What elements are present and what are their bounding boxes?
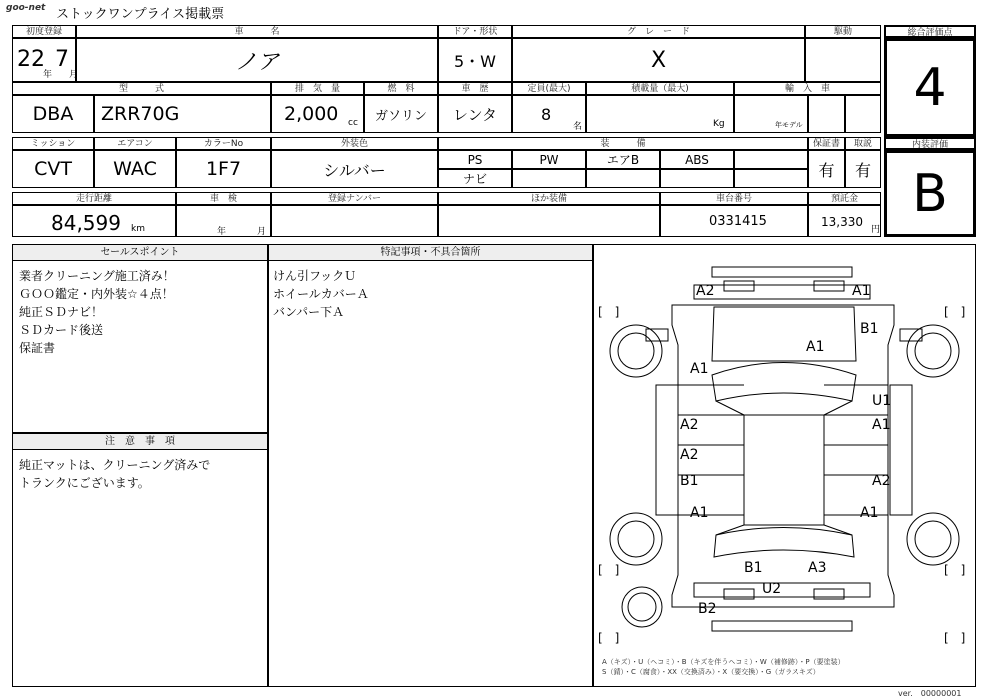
defect-line: バンパー下Ａ (273, 305, 345, 319)
capacity-value (512, 95, 586, 133)
capacity-unit: 名 (573, 122, 583, 132)
overall-score-label: 総合評価点 (884, 25, 976, 38)
note-line: 純正マットは、クリーニング済みで (19, 458, 211, 472)
bracket-front-right: [ ] (944, 305, 966, 319)
model-value: ZRR70G (94, 95, 271, 133)
fog-right (814, 281, 844, 291)
equipment-airbag: エアB (586, 150, 660, 169)
fuel-value: ガソリン (364, 95, 438, 133)
fog-left (724, 281, 754, 291)
grade-value: X (512, 38, 805, 82)
first-reg-year-unit: 年 (43, 70, 53, 80)
code-rear-left: B1 (744, 560, 763, 576)
displacement-number: 2,000 (284, 103, 339, 125)
drive-value (805, 38, 881, 82)
plate-label: 登録ナンバー (271, 192, 438, 205)
code-right-front-wheel: B1 (860, 321, 879, 337)
version-label: ver. 00000001 (898, 689, 962, 698)
mileage-unit: km (131, 224, 145, 234)
equipment-label: 装 備 (438, 137, 808, 150)
displacement-label: 排 気 量 (271, 82, 364, 95)
sales-points-text (19, 267, 175, 357)
bracket-bottom-left: [ ] (598, 631, 620, 645)
sales-points-panel (12, 244, 268, 433)
door-shape-value: 5・W (438, 38, 512, 82)
goo-net-logo: goo-net (6, 3, 46, 13)
import-label: 輸 入 車 (734, 82, 881, 95)
defect-line: ホイールカバーＡ (273, 287, 369, 301)
load-unit: Kg (713, 119, 725, 129)
body-outline (672, 305, 894, 607)
manual-value: 有 (845, 150, 881, 188)
notes-panel (12, 433, 268, 687)
price-label: 預託金 (808, 192, 881, 205)
aircon-label: エアコン (94, 137, 176, 150)
interior-score-label: 内装評価 (884, 137, 976, 150)
notes-text (19, 456, 210, 492)
notes-label: 注 意 事 項 (13, 434, 267, 450)
color-no-value: 1F7 (176, 150, 271, 188)
mission-value: CVT (12, 150, 94, 188)
front-bumper-strip (712, 267, 852, 277)
car-name-value: ノア (76, 38, 438, 82)
aircon-value: WAC (94, 150, 176, 188)
equipment-slot-10 (734, 169, 808, 188)
other-equipment-label: ほか装備 (438, 192, 660, 205)
first-reg-label: 初度登録 (12, 25, 76, 38)
mileage-label: 走行距離 (12, 192, 176, 205)
color-no-label: カラーNo (176, 137, 271, 150)
load-label: 積載量（最大) (586, 82, 734, 95)
drive-label: 駆動 (805, 25, 881, 38)
defects-label: 特記事項・不具合箇所 (269, 245, 592, 261)
equipment-pw: PW (512, 150, 586, 169)
displacement-unit: cc (348, 118, 358, 128)
equipment-slot-7 (512, 169, 586, 188)
import-model-year: 年モデル (775, 121, 803, 129)
sales-points-label: セールスポイント (13, 245, 267, 261)
hood (712, 307, 856, 361)
first-reg-year: 22 (17, 47, 45, 72)
price-number: 13,330 (821, 215, 863, 229)
first-reg-month: 7 (55, 47, 69, 72)
usage-label: 車 歴 (438, 82, 512, 95)
sales-point-line: ＧＯＯ鑑定・内外装☆４点！ (19, 287, 174, 301)
equipment-navi: ナビ (438, 169, 512, 188)
note-line: トランクにございます。 (19, 476, 150, 490)
code-right-upper: U1 (872, 393, 892, 409)
warranty-label: 保証書 (808, 137, 845, 150)
code-left-rear-fender: A1 (690, 505, 709, 521)
code-front-left: A2 (696, 283, 715, 299)
mileage-number: 84,599 (51, 211, 121, 235)
damage-legend (602, 657, 970, 677)
defects-panel (268, 244, 593, 687)
code-left-front-door: A2 (680, 417, 699, 433)
code-right-rear-door: A2 (872, 473, 891, 489)
exterior-color-value: シルバー (271, 150, 438, 188)
defects-text (273, 267, 369, 321)
manual-label: 取説 (845, 137, 881, 150)
model-prefix: DBA (12, 95, 94, 133)
inspection-value (176, 205, 271, 237)
grade-label: グ レ ー ド (512, 25, 805, 38)
mileage-value (12, 205, 176, 237)
chassis-number: 0331415 (709, 214, 767, 229)
plate-value (271, 205, 438, 237)
code-rear-right: A3 (808, 560, 827, 576)
rear-window (714, 528, 854, 558)
chassis-label: 車台番号 (660, 192, 808, 205)
code-rear-bumper: U2 (762, 581, 782, 597)
warranty-value: 有 (808, 150, 845, 188)
inspection-month-unit: 月 (257, 227, 267, 237)
code-rear-bottom: B2 (698, 601, 717, 617)
bracket-rear-left: [ ] (598, 563, 620, 577)
door-shape-label: ドア・形状 (438, 25, 512, 38)
defect-line: けん引フックＵ (273, 269, 357, 283)
equipment-slot-9 (660, 169, 734, 188)
price-unit: 円 (871, 225, 881, 235)
legend-line: A（キズ）・U（ヘコミ）・B（キズを伴うヘコミ）・W（補修跡）・P（要塗装） (602, 658, 845, 666)
chassis-value (660, 205, 808, 237)
bracket-rear-right: [ ] (944, 563, 966, 577)
code-front-right: A1 (852, 283, 871, 299)
model-label: 型 式 (12, 82, 271, 95)
interior-score: B (884, 150, 976, 237)
other-equipment-value (438, 205, 660, 237)
price-value (808, 205, 881, 237)
right-side-panel (890, 385, 912, 515)
equipment-abs: ABS (660, 150, 734, 169)
car-name-label: 車 名 (76, 25, 438, 38)
overall-score: 4 (884, 38, 976, 137)
rear-bumper-strip (712, 621, 852, 631)
capacity-label: 定員(最大) (512, 82, 586, 95)
page-title: ストックワンプライス掲載票 (56, 7, 225, 22)
mirror-right (900, 329, 922, 341)
roof (744, 415, 824, 525)
first-reg-value (12, 38, 79, 82)
load-value (586, 95, 734, 133)
bracket-bottom-right: [ ] (944, 631, 966, 645)
displacement-value (271, 95, 364, 133)
code-hood: A1 (806, 339, 825, 355)
equipment-slot-8 (586, 169, 660, 188)
mission-label: ミッション (12, 137, 94, 150)
sales-point-line: ＳＤカード後送 (19, 323, 104, 337)
code-left-rear-door-2: B1 (680, 473, 699, 489)
code-left-front-fender: A1 (690, 361, 709, 377)
exterior-color-label: 外装色 (271, 137, 438, 150)
door-lines (678, 385, 891, 515)
windshield (712, 363, 856, 402)
car-map-panel (593, 244, 976, 687)
usage-value: レンタ (438, 95, 512, 133)
bracket-front-left: [ ] (598, 305, 620, 319)
import-year (734, 95, 808, 133)
code-right-upper-2: A1 (872, 417, 891, 433)
sales-point-line: 業者クリーニング施工済み！ (19, 269, 175, 283)
fuel-label: 燃 料 (364, 82, 438, 95)
equipment-ps: PS (438, 150, 512, 169)
inspection-year-unit: 年 (217, 227, 227, 237)
car-diagram (594, 245, 975, 686)
code-right-rear-fender: A1 (860, 505, 879, 521)
capacity-number: 8 (541, 105, 552, 124)
first-reg-month-unit: 月 (69, 70, 79, 80)
sales-point-line: 保証書 (19, 341, 56, 355)
legend-line: S（錆）・C（腐食）・XX（交換済み）・X（要交換）・G（ガラスキズ） (602, 668, 820, 676)
code-left-rear-door: A2 (680, 447, 699, 463)
inspection-label: 車 検 (176, 192, 271, 205)
sales-point-line: 純正ＳＤナビ！ (19, 305, 104, 319)
import-cell-2 (845, 95, 881, 133)
left-side-panel (656, 385, 678, 515)
import-cell-1 (808, 95, 845, 133)
equipment-slot-5 (734, 150, 808, 169)
